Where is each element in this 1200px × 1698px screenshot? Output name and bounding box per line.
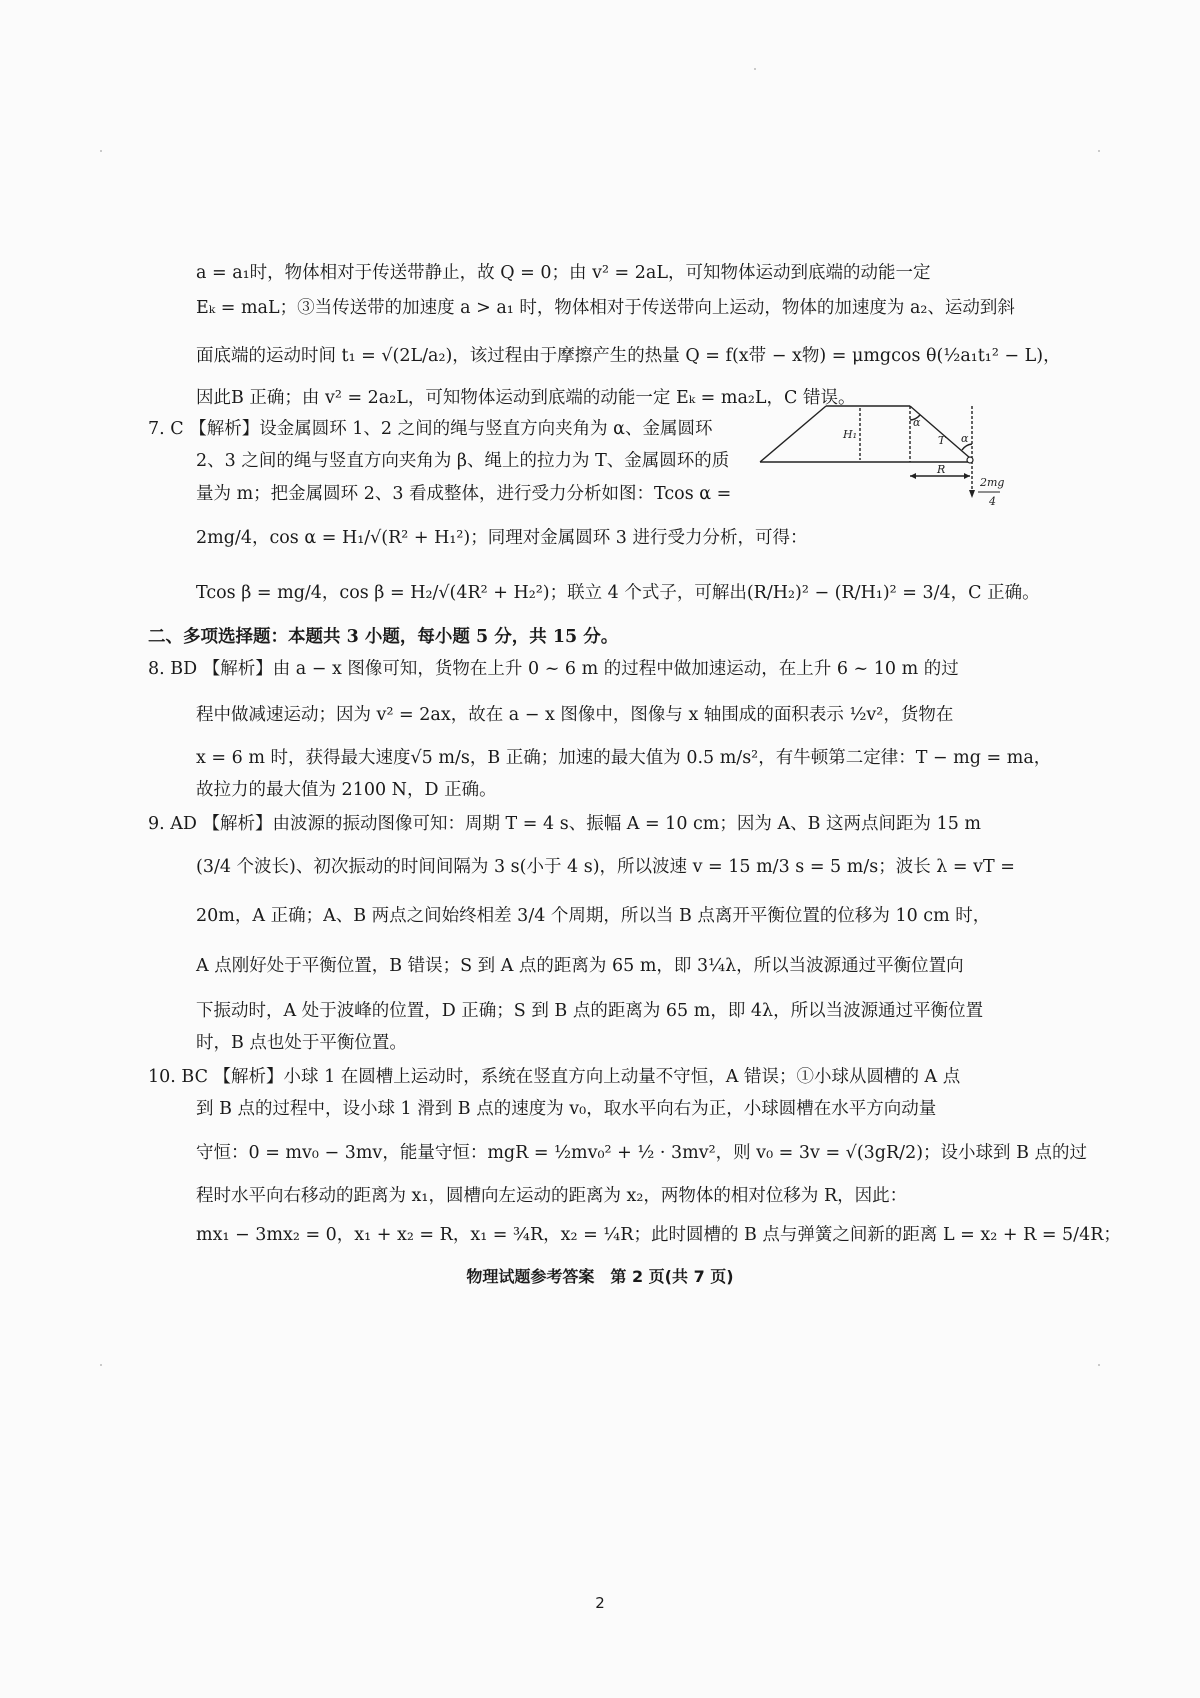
tension-label: T <box>938 434 946 447</box>
page-number: 2 <box>595 1594 605 1612</box>
scan-speck <box>100 150 102 152</box>
alpha-top-label: α <box>913 416 921 429</box>
force-label: 2mg <box>980 476 1005 489</box>
text-line: 时，B 点也处于平衡位置。 <box>196 1033 407 1053</box>
page-footer: 物理试题参考答案 第 2 页(共 7 页) <box>466 1267 734 1286</box>
h1-label: H₁ <box>843 428 858 441</box>
arrow-right-icon <box>964 473 970 479</box>
scan-speck <box>100 1364 102 1366</box>
text-line: Tcos β = mg/4，cos β = H₂/√(4R² + H₂²)；联立 4 个式子，可解出(R/H₂)² − (R/H₁)² = 3/4，C 正确。 <box>196 583 1040 603</box>
left-rope-line <box>760 406 826 462</box>
alpha-right-label: α <box>961 432 969 445</box>
text-line: 量为 m；把金属圆环 2、3 看成整体，进行受力分析如图：Tcos α = <box>196 484 732 504</box>
ring-icon <box>967 457 973 463</box>
text-line: 程时水平向右移动的距离为 x₁，圆槽向左运动的距离为 x₂，两物体的相对位移为 R，因此： <box>196 1186 908 1206</box>
scan-speck <box>1098 150 1100 152</box>
text-line: x = 6 m 时，获得最大速度√5 m/s，B 正确；加速的最大值为 0.5 m/s²，有牛顿第二定律：T − mg = ma， <box>196 748 1052 768</box>
arrow-down-icon <box>969 490 975 498</box>
force-diagram <box>760 402 1005 512</box>
text-line: 因此B 正确；由 v² = 2a₂L，可知物体运动到底端的动能一定 Eₖ = ma₂L，C 错误。 <box>196 388 856 408</box>
text-line: 20m，A 正确；A、B 两点之间始终相差 3/4 个周期，所以当 B 点离开平衡位置的位移为 10 cm 时， <box>196 906 991 926</box>
answer-8-line: 8. BD 【解析】由 a − x 图像可知，货物在上升 0 ~ 6 m 的过程中做加速运动，在上升 6 ~ 10 m 的过 <box>148 659 959 679</box>
arrow-left-icon <box>910 473 916 479</box>
r-label: R <box>937 463 946 476</box>
text-line: mx₁ − 3mx₂ = 0，x₁ + x₂ = R，x₁ = ¾R，x₂ = ¼R；此时圆槽的 B 点与弹簧之间新的距离 L = x₂ + R = 5/4R； <box>196 1225 1121 1245</box>
text-line: 下振动时，A 处于波峰的位置，D 正确；S 到 B 点的距离为 65 m，即 4λ，所以当波源通过平衡位置 <box>196 1001 984 1021</box>
section-heading: 二、多项选择题：本题共 3 小题，每小题 5 分，共 15 分。 <box>148 627 619 647</box>
text-line: 2、3 之间的绳与竖直方向夹角为 β、绳上的拉力为 T、金属圆环的质 <box>196 451 730 471</box>
text-line: 守恒：0 = mv₀ − 3mv，能量守恒：mgR = ½mv₀² + ½ · 3mv²，则 v₀ = 3v = √(3gR/2)；设小球到 B 点的过 <box>196 1143 1088 1163</box>
answer-10-line: 10. BC 【解析】小球 1 在圆槽上运动时，系统在竖直方向上动量不守恒，A 错误；①小球从圆槽的 A 点 <box>148 1067 961 1087</box>
text-line: 2mg/4，cos α = H₁/√(R² + H₁²)；同理对金属圆环 3 进行受力分析，可得： <box>196 528 808 548</box>
text-line: a = a₁时，物体相对于传送带静止，故 Q = 0；由 v² = 2aL，可知物体运动到底端的动能一定 <box>196 263 931 283</box>
text-line: Eₖ = maL；③当传送带的加速度 a > a₁ 时，物体相对于传送带向上运动，物体的加速度为 a₂、运动到斜 <box>196 298 1015 318</box>
text-line: A 点刚好处于平衡位置，B 错误；S 到 A 点的距离为 65 m，即 3¼λ，所以当波源通过平衡位置向 <box>196 956 964 976</box>
text-line: 面底端的运动时间 t₁ = √(2L/a₂)，该过程由于摩擦产生的热量 Q = f(x带 − x物) = μmgcos θ(½a₁t₁² − L)， <box>196 346 1061 366</box>
answer-7-line: 7. C 【解析】设金属圆环 1、2 之间的绳与竖直方向夹角为 α、金属圆环 <box>148 419 713 439</box>
force-denominator-label: 4 <box>989 495 996 508</box>
scan-speck <box>754 68 756 70</box>
text-line: 程中做减速运动；因为 v² = 2ax，故在 a − x 图像中，图像与 x 轴围成的面积表示 ½v²，货物在 <box>196 705 954 725</box>
text-line: 到 B 点的过程中，设小球 1 滑到 B 点的速度为 v₀，取水平向右为正，小球圆槽在水平方向动量 <box>196 1099 937 1119</box>
text-line: (3/4 个波长)、初次振动的时间间隔为 3 s(小于 4 s)，所以波速 v = 15 m/3 s = 5 m/s；波长 λ = vT = <box>196 857 1015 877</box>
text-line: 故拉力的最大值为 2100 N，D 正确。 <box>196 780 497 800</box>
answer-9-line: 9. AD 【解析】由波源的振动图像可知：周期 T = 4 s、振幅 A = 10 cm；因为 A、B 这两点间距为 15 m <box>148 814 982 834</box>
scan-speck <box>1098 1364 1100 1366</box>
